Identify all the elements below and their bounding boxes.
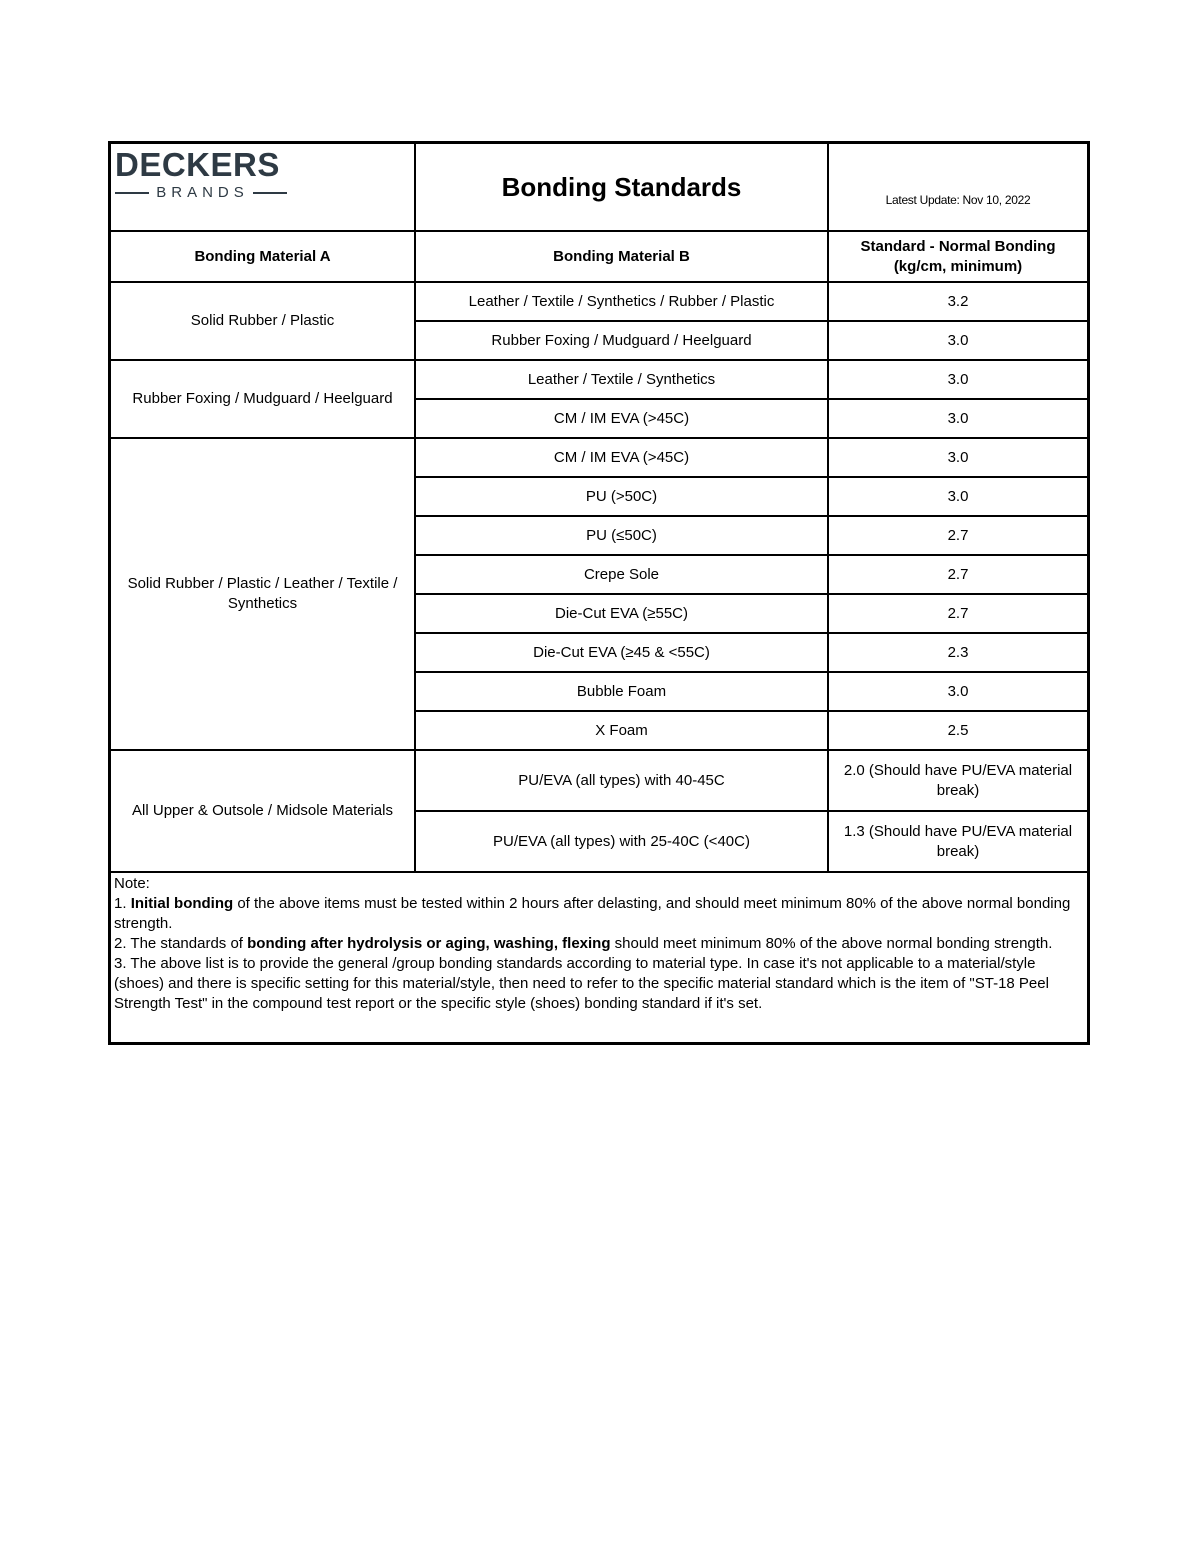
note-1-text: of the above items must be tested within 2 hours after delasting, and should meet minimum 80% of the above normal bonding strength. bbox=[114, 895, 1071, 932]
material-a-cell: Solid Rubber / Plastic bbox=[111, 282, 415, 360]
title-row bbox=[111, 144, 1087, 231]
table-row bbox=[111, 750, 1087, 811]
standard-cell: 3.0 bbox=[828, 360, 1087, 399]
material-b-cell: Die-Cut EVA (≥45 & <55C) bbox=[415, 633, 828, 672]
material-b-cell: CM / IM EVA (>45C) bbox=[415, 438, 828, 477]
standard-cell: 2.7 bbox=[828, 594, 1087, 633]
table-row bbox=[111, 360, 1087, 399]
standard-cell: 3.0 bbox=[828, 477, 1087, 516]
standard-cell: 3.0 bbox=[828, 399, 1087, 438]
note-1-bold: Initial bonding bbox=[130, 895, 234, 912]
material-a-cell: Rubber Foxing / Mudguard / Heelguard bbox=[111, 360, 415, 438]
material-b-cell: PU (>50C) bbox=[415, 477, 828, 516]
standard-cell: 2.5 bbox=[828, 711, 1087, 750]
material-b-cell: PU/EVA (all types) with 25-40C (<40C) bbox=[415, 811, 828, 872]
table-row bbox=[111, 282, 1087, 321]
note-2-prefix: 2. The standards of bbox=[114, 935, 248, 952]
material-b-cell: PU (≤50C) bbox=[415, 516, 828, 555]
column-header-material-b: Bonding Material B bbox=[415, 231, 828, 282]
logo-rule-left bbox=[115, 192, 149, 194]
logo-wordmark: DECKERS bbox=[115, 146, 280, 183]
material-b-cell: CM / IM EVA (>45C) bbox=[415, 399, 828, 438]
standard-cell: 3.0 bbox=[828, 672, 1087, 711]
latest-update: Latest Update: Nov 10, 2022 bbox=[828, 144, 1087, 231]
material-a-cell: All Upper & Outsole / Midsole Materials bbox=[111, 750, 415, 872]
note-1-prefix: 1. bbox=[114, 895, 131, 912]
note-2-bold: bonding after hydrolysis or aging, washing, flexing bbox=[247, 935, 611, 952]
note-2-text: should meet minimum 80% of the above normal bonding strength. bbox=[610, 935, 1053, 952]
notes-section bbox=[111, 873, 1087, 1042]
logo-cell bbox=[111, 144, 415, 231]
material-b-cell: X Foam bbox=[415, 711, 828, 750]
standard-cell: 2.7 bbox=[828, 555, 1087, 594]
deckers-brands-logo bbox=[115, 148, 287, 202]
column-header-standard bbox=[828, 231, 1087, 282]
standards-table bbox=[111, 144, 1087, 873]
standard-cell: 2.3 bbox=[828, 633, 1087, 672]
column-header-standard-line1: Standard - Normal Bonding bbox=[860, 237, 1056, 255]
standard-cell: 2.0 (Should have PU/EVA material break) bbox=[828, 750, 1087, 811]
material-b-cell: Rubber Foxing / Mudguard / Heelguard bbox=[415, 321, 828, 360]
standard-cell: 1.3 (Should have PU/EVA material break) bbox=[828, 811, 1087, 872]
logo-subline bbox=[115, 184, 287, 202]
page-title: Bonding Standards bbox=[415, 144, 828, 231]
material-b-cell: PU/EVA (all types) with 40-45C bbox=[415, 750, 828, 811]
bonding-standards-sheet bbox=[108, 141, 1090, 1045]
standard-cell: 3.0 bbox=[828, 321, 1087, 360]
note-1 bbox=[114, 894, 1084, 934]
material-b-cell: Leather / Textile / Synthetics / Rubber / Plastic bbox=[415, 282, 828, 321]
logo-subword: BRANDS bbox=[156, 184, 249, 201]
material-a-cell: Solid Rubber / Plastic / Leather / Textile / Synthetics bbox=[111, 438, 415, 750]
notes-label: Note: bbox=[114, 875, 150, 892]
standard-cell: 3.0 bbox=[828, 438, 1087, 477]
column-header-material-a: Bonding Material A bbox=[111, 231, 415, 282]
note-3: 3. The above list is to provide the general /group bonding standards according to material type. In case it's not applicable to a material/style (shoes) and there is specific setting for this material/style, then need to refer to the specific material standard which is the item of "ST-18 Peel Strength Test" in the compound test report or the specific style (shoes) bonding standard if it's set. bbox=[114, 955, 1049, 1012]
standard-cell: 3.2 bbox=[828, 282, 1087, 321]
standard-cell: 2.7 bbox=[828, 516, 1087, 555]
column-header-row bbox=[111, 231, 1087, 282]
column-header-standard-line2: (kg/cm, minimum) bbox=[893, 257, 1023, 275]
table-row bbox=[111, 438, 1087, 477]
note-2 bbox=[114, 934, 1084, 954]
material-b-cell: Die-Cut EVA (≥55C) bbox=[415, 594, 828, 633]
material-b-cell: Leather / Textile / Synthetics bbox=[415, 360, 828, 399]
material-b-cell: Crepe Sole bbox=[415, 555, 828, 594]
logo-rule-right bbox=[253, 192, 287, 194]
material-b-cell: Bubble Foam bbox=[415, 672, 828, 711]
